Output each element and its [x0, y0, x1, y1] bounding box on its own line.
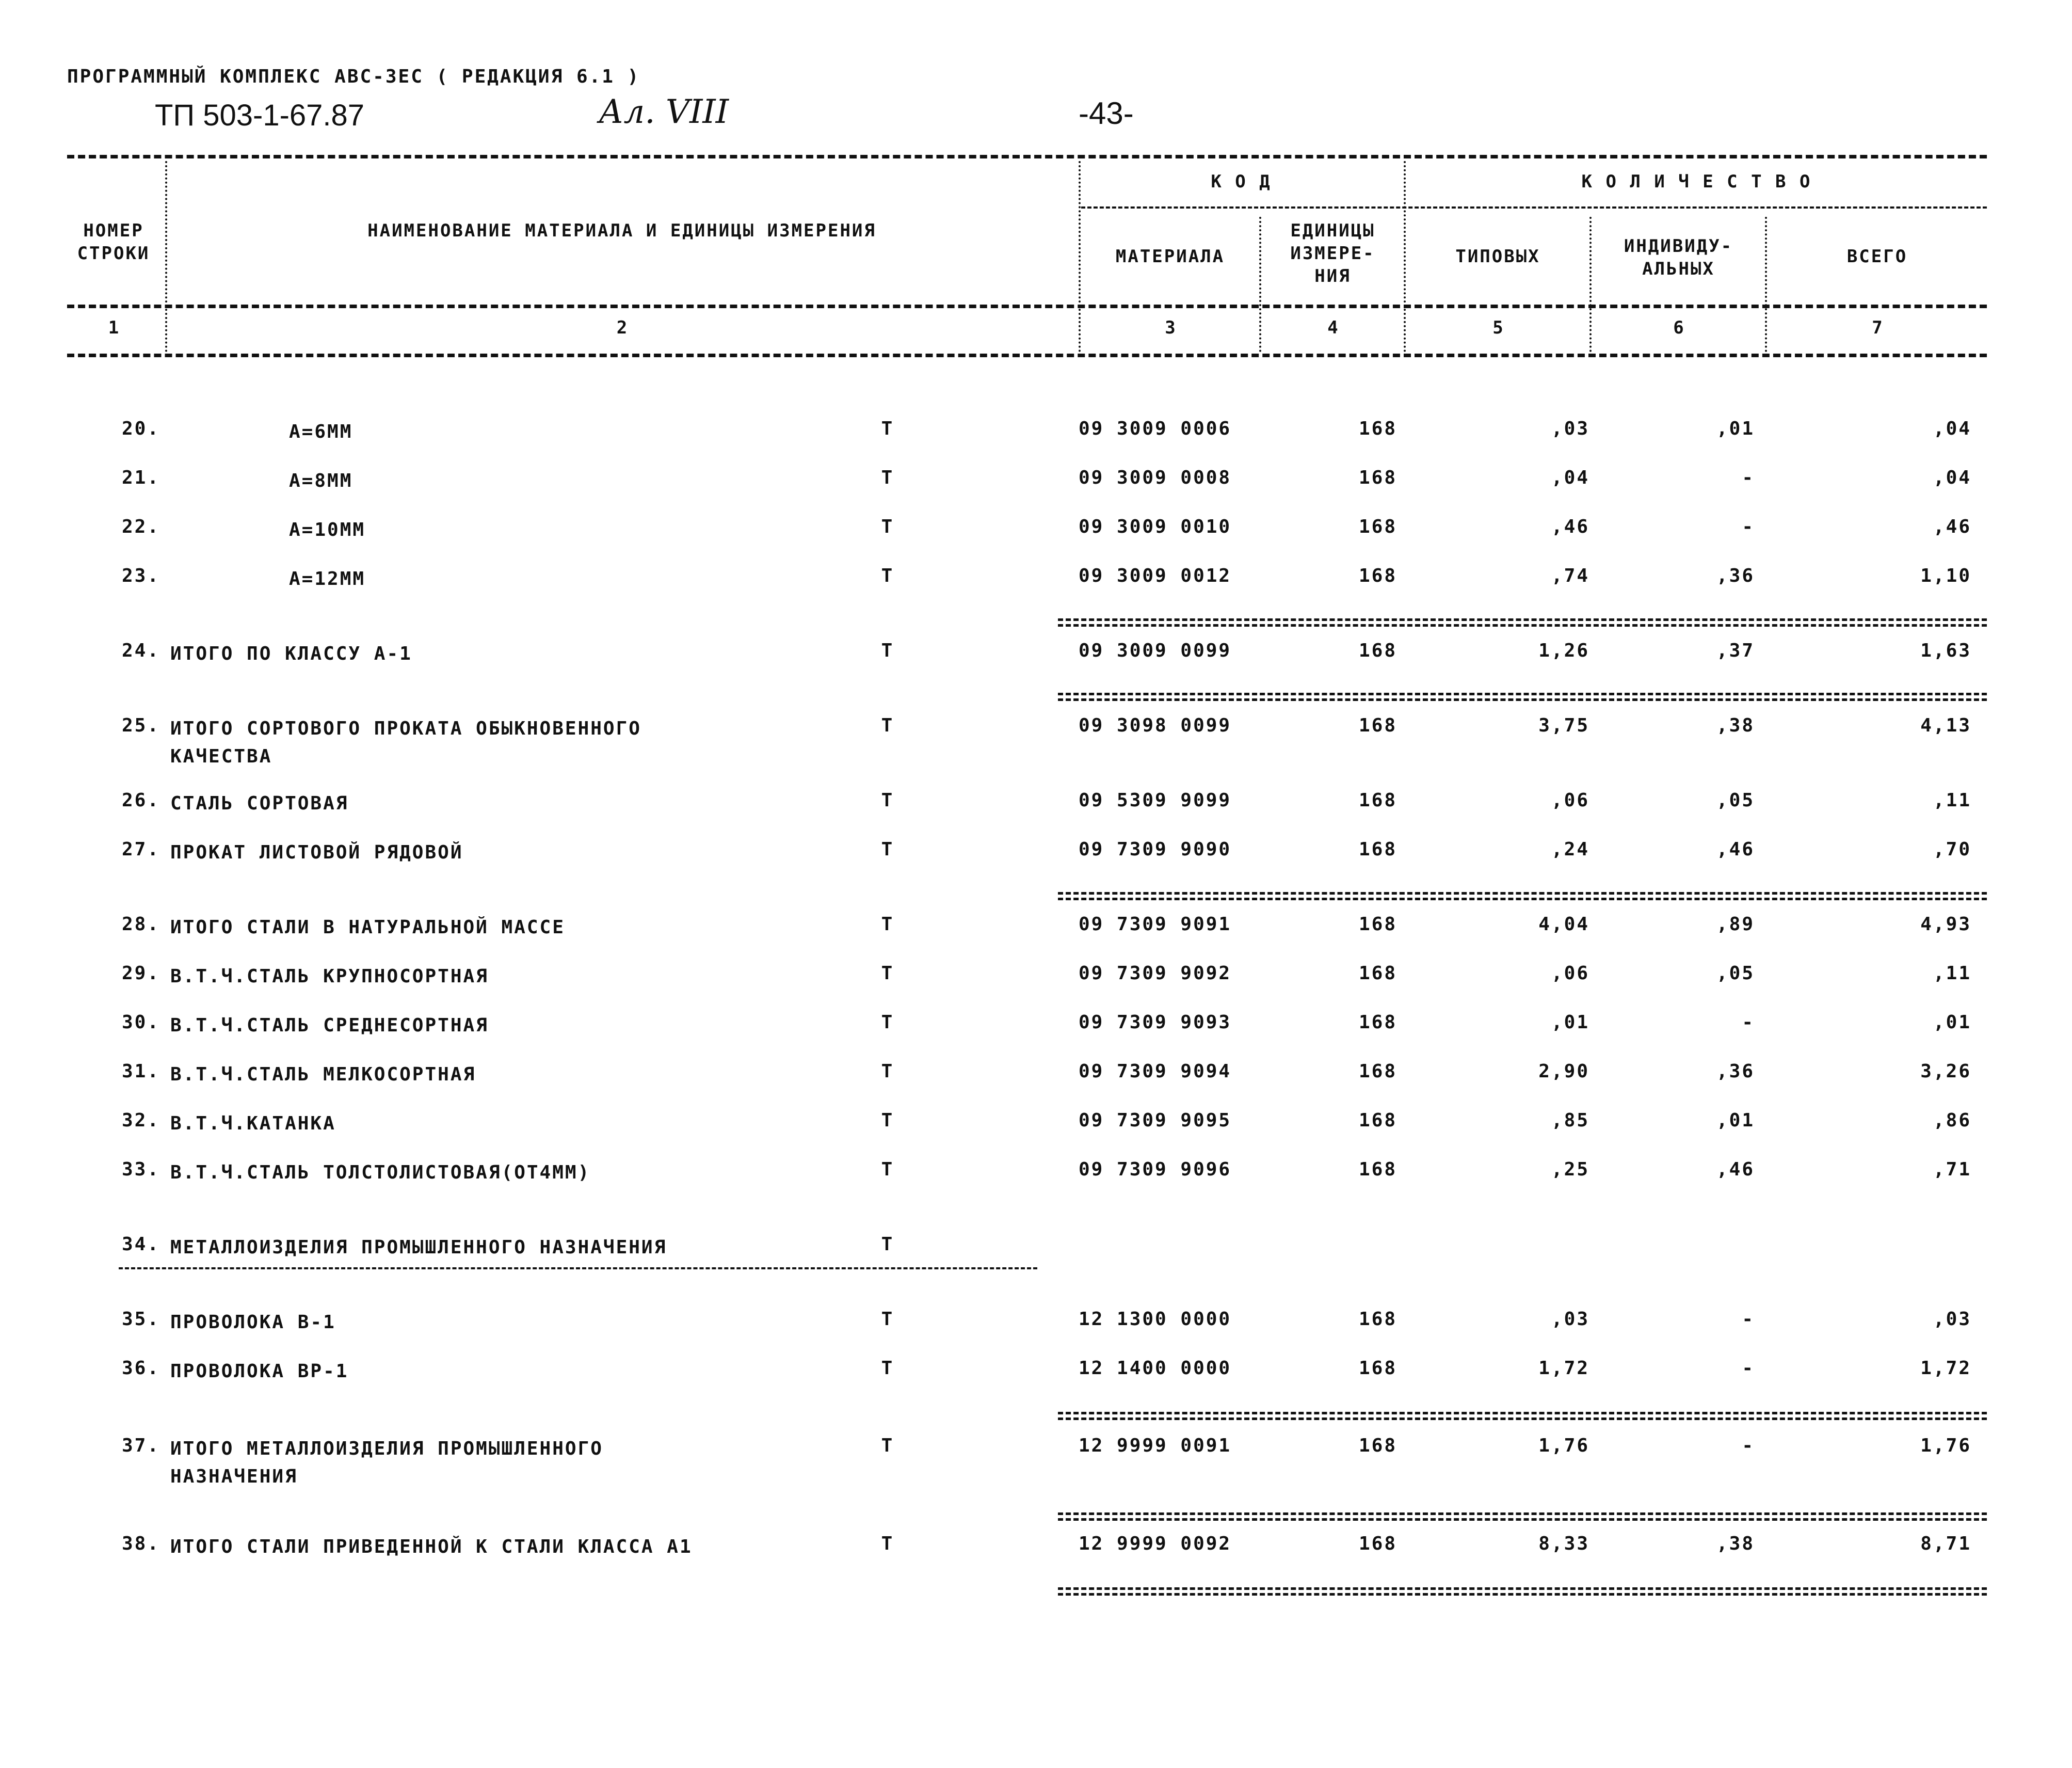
- unit-code: 168: [1358, 914, 1398, 935]
- row-number: 29.: [121, 963, 160, 984]
- unit-code: 168: [1358, 790, 1398, 811]
- col-number-4: 4: [1327, 317, 1338, 338]
- total-qty: 1,76: [1920, 1435, 1971, 1456]
- typical-qty: 2,90: [1538, 1061, 1589, 1082]
- total-qty: 1,10: [1920, 565, 1971, 586]
- material-code: 09 7309 9096: [1079, 1159, 1232, 1180]
- typical-qty: ,24: [1551, 839, 1589, 860]
- unit-code: 168: [1358, 1435, 1398, 1456]
- subtotal-rule: [1058, 693, 1987, 701]
- total-qty: ,03: [1933, 1309, 1971, 1330]
- individual-qty: ,46: [1716, 1159, 1755, 1180]
- material-name: ИТОГО ПО КЛАССУ А-1: [170, 643, 412, 664]
- header-bottom-rule: [67, 354, 1987, 357]
- individual-qty: ,01: [1716, 418, 1755, 439]
- row-number: 27.: [121, 839, 160, 860]
- subtotal-rule: [1058, 1512, 1987, 1521]
- table-row: [0, 1533, 2072, 1585]
- table-row: [0, 963, 2072, 1014]
- typical-qty: 1,72: [1538, 1358, 1589, 1379]
- unit: Т: [881, 839, 894, 860]
- row-number: 26.: [121, 790, 160, 811]
- unit: Т: [881, 1435, 894, 1456]
- unit: Т: [881, 1110, 894, 1131]
- material-code: 09 7309 9093: [1079, 1012, 1232, 1033]
- header-mid-rule: [67, 305, 1987, 308]
- unit-code: 168: [1358, 1110, 1398, 1131]
- col-number-5: 5: [1492, 317, 1503, 338]
- typical-qty: ,01: [1551, 1012, 1589, 1033]
- material-name: ПРОКАТ ЛИСТОВОЙ РЯДОВОЙ: [170, 842, 463, 863]
- typical-qty: ,03: [1551, 418, 1589, 439]
- total-qty: ,04: [1933, 467, 1971, 488]
- material-code: 09 7309 9095: [1079, 1110, 1232, 1131]
- material-name: В.Т.Ч.КАТАНКА: [170, 1113, 336, 1134]
- typical-qty: 1,26: [1538, 640, 1589, 661]
- row-number: 23.: [121, 565, 160, 586]
- unit: Т: [881, 565, 894, 586]
- individual-qty: -: [1742, 1309, 1755, 1330]
- unit: Т: [881, 418, 894, 439]
- col-number-3: 3: [1165, 317, 1176, 338]
- individual-qty: -: [1742, 1012, 1755, 1033]
- unit-code: 168: [1358, 467, 1398, 488]
- row-number: 21.: [121, 467, 160, 488]
- material-name: А=10ММ: [289, 519, 366, 540]
- table-row: [0, 1309, 2072, 1360]
- row-number: 28.: [121, 914, 160, 935]
- typical-qty: 4,04: [1538, 914, 1589, 935]
- unit: Т: [881, 715, 894, 736]
- individual-qty: ,38: [1716, 715, 1755, 736]
- total-qty: 1,72: [1920, 1358, 1971, 1379]
- col-number-7: 7: [1872, 317, 1883, 338]
- section-rule: [119, 1267, 1037, 1269]
- table-row: [0, 1110, 2072, 1161]
- subtotal-rule: [1058, 618, 1987, 627]
- table-row: [0, 1435, 2072, 1512]
- unit-code: 168: [1358, 418, 1398, 439]
- total-qty: ,11: [1933, 963, 1971, 984]
- material-name: ПРОВОЛОКА ВР-1: [170, 1361, 349, 1382]
- total-qty: 4,13: [1920, 715, 1971, 736]
- unit-code: 168: [1358, 516, 1398, 537]
- material-code: 12 9999 0092: [1079, 1533, 1232, 1554]
- typical-qty: ,04: [1551, 467, 1589, 488]
- typical-qty: 1,76: [1538, 1435, 1589, 1456]
- row-number: 31.: [121, 1061, 160, 1082]
- individual-qty: ,05: [1716, 790, 1755, 811]
- material-code: 09 3098 0099: [1079, 715, 1232, 736]
- unit: Т: [881, 1234, 894, 1255]
- individual-qty: ,36: [1716, 565, 1755, 586]
- individual-qty: ,89: [1716, 914, 1755, 935]
- material-name: ИТОГО СТАЛИ В НАТУРАЛЬНОЙ МАССЕ: [170, 917, 565, 938]
- group-rule: [1081, 206, 1987, 209]
- individual-qty: ,38: [1716, 1533, 1755, 1554]
- table-row: [0, 418, 2072, 470]
- unit: Т: [881, 467, 894, 488]
- typical-qty: ,25: [1551, 1159, 1589, 1180]
- material-name: В.Т.Ч.СТАЛЬ КРУПНОСОРТНАЯ: [170, 966, 489, 987]
- col-unit: ЕДИНИЦЫ ИЗМЕРЕ- НИЯ: [1290, 220, 1375, 286]
- row-number: 38.: [121, 1533, 160, 1554]
- subtotal-rule: [1058, 892, 1987, 900]
- row-number: 30.: [121, 1012, 160, 1033]
- material-code: 12 1300 0000: [1079, 1309, 1232, 1330]
- typical-qty: ,03: [1551, 1309, 1589, 1330]
- unit: Т: [881, 1309, 894, 1330]
- page-number: -43-: [1079, 96, 1134, 131]
- row-number: 24.: [121, 640, 160, 661]
- col-divider: [1079, 161, 1081, 352]
- total-qty: ,71: [1933, 1159, 1971, 1180]
- individual-qty: -: [1742, 516, 1755, 537]
- individual-qty: -: [1742, 1358, 1755, 1379]
- unit: Т: [881, 790, 894, 811]
- total-qty: 8,71: [1920, 1533, 1971, 1554]
- individual-qty: ,01: [1716, 1110, 1755, 1131]
- material-name: В.Т.Ч.СТАЛЬ СРЕДНЕСОРТНАЯ: [170, 1015, 489, 1036]
- col-divider: [1589, 217, 1592, 352]
- typical-qty: ,74: [1551, 565, 1589, 586]
- unit-code: 168: [1358, 715, 1398, 736]
- table-row: [0, 790, 2072, 841]
- material-code: 12 9999 0091: [1079, 1435, 1232, 1456]
- row-number: 36.: [121, 1358, 160, 1379]
- col-material: МАТЕРИАЛА: [1115, 246, 1225, 267]
- row-number: 34.: [121, 1234, 160, 1255]
- table-row: [0, 516, 2072, 568]
- subtotal-rule: [1058, 1412, 1987, 1420]
- col-name: НАИМЕНОВАНИЕ МАТЕРИАЛА И ЕДИНИЦЫ ИЗМЕРЕНИЯ: [367, 220, 876, 241]
- material-name: А=12ММ: [289, 568, 366, 590]
- unit: Т: [881, 1358, 894, 1379]
- table-row: [0, 640, 2072, 692]
- document-code: ТП 503-1-67.87: [155, 99, 365, 132]
- unit-code: 168: [1358, 565, 1398, 586]
- row-number: 20.: [121, 418, 160, 439]
- material-name: ИТОГО СТАЛИ ПРИВЕДЕННОЙ К СТАЛИ КЛАССА А1: [170, 1536, 693, 1557]
- unit: Т: [881, 1061, 894, 1082]
- unit-code: 168: [1358, 1159, 1398, 1180]
- material-code: 09 3009 0006: [1079, 418, 1232, 439]
- individual-qty: -: [1742, 467, 1755, 488]
- total-qty: ,04: [1933, 418, 1971, 439]
- unit-code: 168: [1358, 963, 1398, 984]
- material-name: МЕТАЛЛОИЗДЕЛИЯ ПРОМЫШЛЕННОГО НАЗНАЧЕНИЯ: [170, 1237, 667, 1258]
- material-name: В.Т.Ч.СТАЛЬ ТОЛСТОЛИСТОВАЯ(ОТ4ММ): [170, 1162, 591, 1183]
- table-row: [0, 839, 2072, 890]
- unit-code: 168: [1358, 839, 1398, 860]
- col-quantity-group: К О Л И Ч Е С Т В О: [1581, 171, 1812, 192]
- row-number: 33.: [121, 1159, 160, 1180]
- individual-qty: ,46: [1716, 839, 1755, 860]
- col-total: ВСЕГО: [1846, 246, 1908, 267]
- material-code: 09 5309 9099: [1079, 790, 1232, 811]
- total-qty: ,01: [1933, 1012, 1971, 1033]
- row-number: 25.: [121, 715, 160, 736]
- material-name: ИТОГО СОРТОВОГО ПРОКАТА ОБЫКНОВЕННОГО КАЧЕСТВА: [170, 718, 641, 767]
- col-divider: [1259, 217, 1261, 352]
- unit: Т: [881, 1012, 894, 1033]
- unit-code: 168: [1358, 1533, 1398, 1554]
- col-divider: [165, 161, 167, 352]
- header-top-rule: [67, 155, 1987, 158]
- unit-code: 168: [1358, 1358, 1398, 1379]
- unit: Т: [881, 1533, 894, 1554]
- col-individual: ИНДИВИДУ- АЛЬНЫХ: [1624, 236, 1733, 279]
- table-row: [0, 1012, 2072, 1063]
- program-header: ПРОГРАММНЫЙ КОМПЛЕКС АВС-ЗЕС ( РЕДАКЦИЯ 6.1 ): [67, 66, 640, 87]
- table-row: [0, 467, 2072, 519]
- col-number-1: 1: [108, 317, 119, 338]
- material-code: 09 7309 9094: [1079, 1061, 1232, 1082]
- col-typical: ТИПОВЫХ: [1455, 246, 1540, 267]
- row-number: 35.: [121, 1309, 160, 1330]
- typical-qty: ,85: [1551, 1110, 1589, 1131]
- table-row: [0, 1358, 2072, 1409]
- unit-code: 168: [1358, 1012, 1398, 1033]
- material-name: СТАЛЬ СОРТОВАЯ: [170, 793, 349, 814]
- material-code: 09 3009 0008: [1079, 467, 1232, 488]
- individual-qty: ,36: [1716, 1061, 1755, 1082]
- material-code: 09 3009 0099: [1079, 640, 1232, 661]
- total-qty: ,46: [1933, 516, 1971, 537]
- col-divider: [1765, 217, 1767, 352]
- total-qty: ,11: [1933, 790, 1971, 811]
- col-number-6: 6: [1673, 317, 1684, 338]
- individual-qty: ,37: [1716, 640, 1755, 661]
- material-name: ПРОВОЛОКА В-1: [170, 1312, 336, 1333]
- material-code: 09 7309 9092: [1079, 963, 1232, 984]
- unit: Т: [881, 516, 894, 537]
- unit: Т: [881, 640, 894, 661]
- material-code: 09 3009 0010: [1079, 516, 1232, 537]
- typical-qty: ,46: [1551, 516, 1589, 537]
- table-row: [0, 1234, 2072, 1285]
- col-code-group: К О Д: [1211, 171, 1272, 192]
- total-qty: 3,26: [1920, 1061, 1971, 1082]
- unit-code: 168: [1358, 1061, 1398, 1082]
- total-qty: ,70: [1933, 839, 1971, 860]
- row-number: 37.: [121, 1435, 160, 1456]
- material-name: ИТОГО МЕТАЛЛОИЗДЕЛИЯ ПРОМЫШЛЕННОГО НАЗНАЧЕНИЯ: [170, 1438, 603, 1487]
- material-name: А=6ММ: [289, 421, 353, 442]
- table-row: [0, 1061, 2072, 1112]
- individual-qty: -: [1742, 1435, 1755, 1456]
- table-row: [0, 565, 2072, 617]
- unit-code: 168: [1358, 640, 1398, 661]
- typical-qty: 3,75: [1538, 715, 1589, 736]
- sheet-label: Ал. VIII: [599, 93, 729, 131]
- table-row: [0, 914, 2072, 965]
- total-qty: 1,63: [1920, 640, 1971, 661]
- table-row: [0, 1159, 2072, 1210]
- typical-qty: 8,33: [1538, 1533, 1589, 1554]
- unit-code: 168: [1358, 1309, 1398, 1330]
- material-name: В.Т.Ч.СТАЛЬ МЕЛКОСОРТНАЯ: [170, 1064, 476, 1085]
- col-row-number: НОМЕР СТРОКИ: [77, 220, 150, 264]
- material-code: 09 7309 9091: [1079, 914, 1232, 935]
- material-code: 09 3009 0012: [1079, 565, 1232, 586]
- individual-qty: ,05: [1716, 963, 1755, 984]
- typical-qty: ,06: [1551, 790, 1589, 811]
- unit: Т: [881, 963, 894, 984]
- col-number-2: 2: [616, 317, 628, 338]
- table-row: [0, 715, 2072, 792]
- total-qty: ,86: [1933, 1110, 1971, 1131]
- unit: Т: [881, 1159, 894, 1180]
- total-qty: 4,93: [1920, 914, 1971, 935]
- typical-qty: ,06: [1551, 963, 1589, 984]
- row-number: 22.: [121, 516, 160, 537]
- unit: Т: [881, 914, 894, 935]
- final-rule: [1058, 1587, 1987, 1596]
- col-divider: [1404, 161, 1406, 352]
- material-code: 12 1400 0000: [1079, 1358, 1232, 1379]
- material-name: А=8ММ: [289, 470, 353, 491]
- material-code: 09 7309 9090: [1079, 839, 1232, 860]
- row-number: 32.: [121, 1110, 160, 1131]
